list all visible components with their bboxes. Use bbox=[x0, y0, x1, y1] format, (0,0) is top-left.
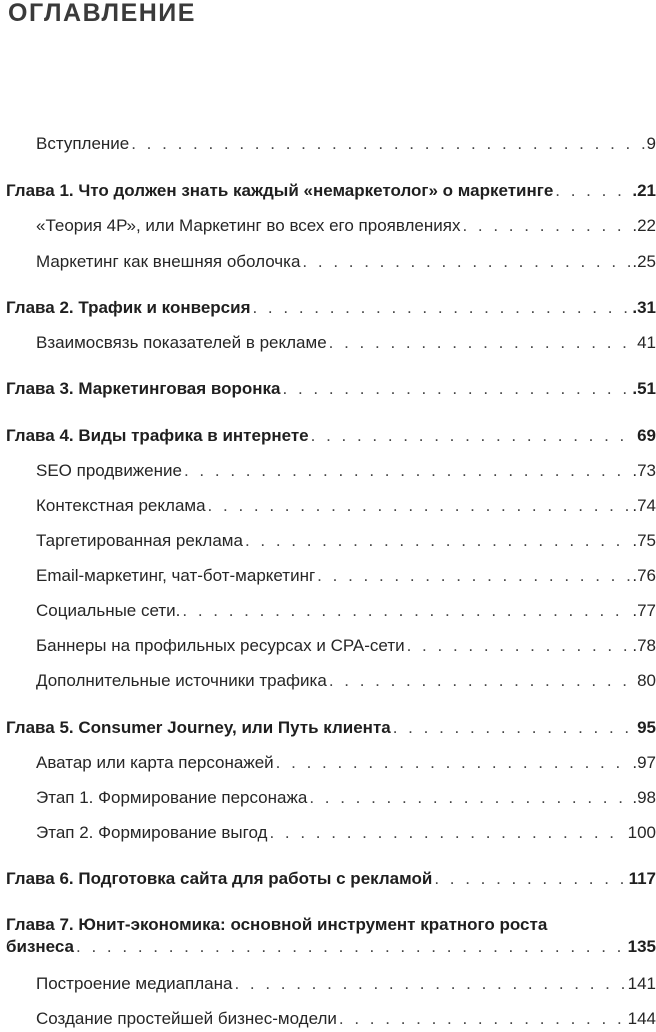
toc-entry-page: 144 bbox=[627, 1009, 656, 1028]
toc-entry[interactable] bbox=[36, 600, 656, 622]
dot-leader bbox=[234, 973, 625, 995]
dot-leader bbox=[283, 378, 631, 400]
toc-entry[interactable] bbox=[36, 460, 656, 482]
toc-entry[interactable] bbox=[36, 787, 656, 809]
toc-entry-label: Дополнительные источники трафика bbox=[36, 671, 327, 690]
dot-leader bbox=[329, 670, 635, 692]
toc-entry-page: .98 bbox=[632, 788, 656, 807]
toc-entry-page: .97 bbox=[632, 753, 656, 772]
dot-leader bbox=[252, 297, 630, 319]
dot-leader bbox=[407, 635, 631, 657]
dot-leader bbox=[302, 251, 630, 273]
toc-entry-label: «Теория 4Р», или Маркетинг во всех его проявлениях bbox=[36, 216, 461, 235]
toc-entry-label: Контекстная реклама bbox=[36, 496, 206, 515]
toc-entry[interactable] bbox=[36, 822, 656, 844]
toc-entry-page: .74 bbox=[632, 496, 656, 515]
dot-leader bbox=[245, 530, 630, 552]
toc-chapter[interactable] bbox=[6, 378, 656, 400]
toc-entry-label: Email-маркетинг, чат-бот-маркетинг bbox=[36, 566, 316, 585]
toc-chapter-label: Глава 7. Юнит-экономика: основной инструмент кратного роста bbox=[6, 915, 548, 934]
page-title: ОГЛАВЛЕНИЕ bbox=[8, 0, 196, 27]
toc-entry-page: 100 bbox=[627, 823, 656, 842]
toc-entry-label: Маркетинг как внешняя оболочка bbox=[36, 252, 301, 271]
dot-leader bbox=[329, 332, 635, 354]
toc-entry-page: .73 bbox=[632, 461, 656, 480]
toc-entry[interactable] bbox=[36, 332, 656, 354]
toc-entry[interactable] bbox=[36, 635, 656, 657]
toc-chapter-page: 135 bbox=[627, 937, 656, 956]
toc-entry-label: Баннеры на профильных ресурсах и CPA-сети bbox=[36, 636, 405, 655]
toc-chapter-label: Глава 3. Маркетинговая воронка bbox=[6, 379, 281, 398]
dot-leader bbox=[311, 425, 635, 447]
toc-chapter-label: Глава 4. Виды трафика в интернете bbox=[6, 426, 309, 445]
toc-chapter-label: Глава 2. Трафик и конверсия bbox=[6, 298, 251, 317]
toc-entry[interactable] bbox=[36, 565, 656, 587]
toc-entry[interactable] bbox=[36, 495, 656, 517]
dot-leader bbox=[339, 1008, 626, 1030]
dot-leader bbox=[131, 133, 644, 155]
toc-chapter[interactable] bbox=[6, 717, 656, 739]
toc-chapter[interactable] bbox=[6, 180, 656, 202]
dot-leader bbox=[393, 717, 635, 739]
toc-chapter-label: Глава 6. Подготовка сайта для работы с рекламой bbox=[6, 869, 433, 888]
toc-chapter-label: Глава 1. Что должен знать каждый «немаркетолог» о маркетинге bbox=[6, 181, 554, 200]
toc-entry-label: Создание простейшей бизнес-модели bbox=[36, 1009, 337, 1028]
dot-leader bbox=[208, 495, 631, 517]
toc-chapter[interactable] bbox=[6, 868, 656, 890]
toc-chapter[interactable] bbox=[6, 297, 656, 319]
toc-chapter-label-cont: бизнеса bbox=[6, 937, 75, 956]
toc-entry-page: .77 bbox=[632, 601, 656, 620]
toc-entry[interactable] bbox=[36, 215, 656, 237]
dot-leader bbox=[76, 936, 626, 958]
toc-entry-label: SEO продвижение bbox=[36, 461, 182, 480]
toc-entry[interactable] bbox=[36, 752, 656, 774]
toc-entry-page: .22 bbox=[632, 216, 656, 235]
toc-entry-label: Аватар или карта персонажей bbox=[36, 753, 274, 772]
toc-entry-label: Взаимосвязь показателей в рекламе bbox=[36, 333, 327, 352]
toc-chapter-page: .21 bbox=[632, 181, 656, 200]
toc-entry-label: Построение медиаплана bbox=[36, 974, 233, 993]
toc-entry-label: Вступление bbox=[36, 134, 130, 153]
toc-entry[interactable] bbox=[36, 133, 656, 155]
toc-entry-page: 41 bbox=[637, 333, 656, 352]
toc-chapter[interactable] bbox=[6, 425, 656, 447]
dot-leader bbox=[309, 787, 630, 809]
toc-entry-page: .25 bbox=[632, 252, 656, 271]
dot-leader bbox=[276, 752, 631, 774]
toc-chapter-label: Глава 5. Consumer Journey, или Путь клиента bbox=[6, 718, 391, 737]
toc-entry[interactable] bbox=[36, 251, 656, 273]
dot-leader bbox=[184, 460, 630, 482]
toc-entry-label: Этап 1. Формирование персонажа bbox=[36, 788, 308, 807]
toc-chapter-page: .51 bbox=[632, 379, 656, 398]
toc-entry[interactable] bbox=[36, 530, 656, 552]
toc-entry-page: 80 bbox=[637, 671, 656, 690]
toc-chapter-page: 95 bbox=[637, 718, 656, 737]
toc-entry[interactable] bbox=[36, 1008, 656, 1030]
toc-entry-page: 141 bbox=[627, 974, 656, 993]
toc-entry[interactable] bbox=[36, 670, 656, 692]
toc-entry-page: .78 bbox=[632, 636, 656, 655]
dot-leader bbox=[434, 868, 626, 890]
toc-chapter-page: 117 bbox=[628, 869, 656, 888]
dot-leader bbox=[317, 565, 630, 587]
toc-entry-label: Этап 2. Формирование выгод bbox=[36, 823, 268, 842]
toc-entry[interactable] bbox=[36, 973, 656, 995]
toc-entry-page: .75 bbox=[632, 531, 656, 550]
toc-chapter-page: .31 bbox=[632, 298, 656, 317]
toc-entry-label: Таргетированная реклама bbox=[36, 531, 243, 550]
dot-leader bbox=[462, 215, 630, 237]
toc-entry-label: Социальные сети. bbox=[36, 601, 181, 620]
dot-leader bbox=[269, 822, 625, 844]
toc-chapter[interactable] bbox=[6, 914, 656, 958]
toc-entry-page: 9 bbox=[646, 134, 656, 153]
toc-entry-page: .76 bbox=[632, 566, 656, 585]
toc-chapter-page: 69 bbox=[637, 426, 656, 445]
dot-leader bbox=[182, 600, 630, 622]
dot-leader bbox=[555, 180, 630, 202]
